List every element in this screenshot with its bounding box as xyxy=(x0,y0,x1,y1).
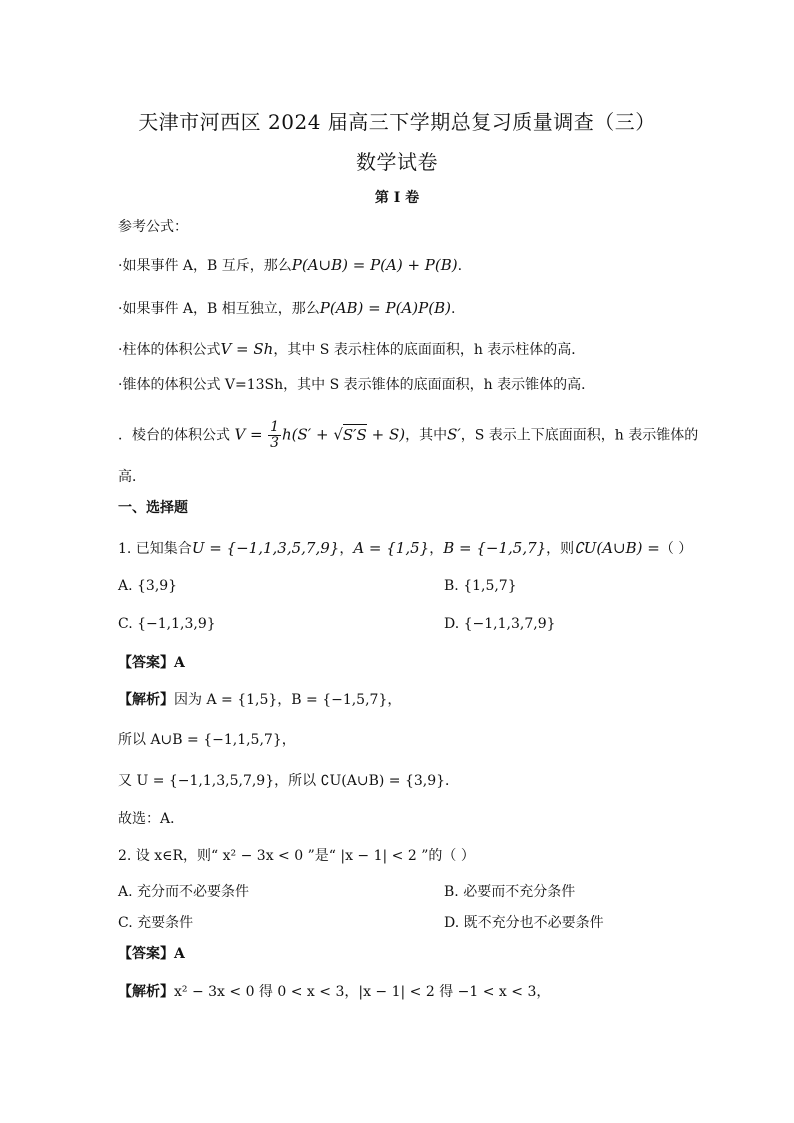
q1-stem-b: ，则 xyxy=(546,541,575,557)
q1-solution-2: 所以 A∪B = {−1,1,5,7}， xyxy=(118,732,296,748)
exam-subtitle: 数学试卷 xyxy=(356,150,438,174)
formula-5-text: ．棱台的体积公式 xyxy=(118,427,230,444)
exam-title: 天津市河西区 2024 届高三下学期总复习质量调查（三） xyxy=(138,110,656,134)
q1-stem-a: 1. 已知集合 xyxy=(118,541,192,557)
formula-5 xyxy=(118,420,698,451)
analysis-label: 【解析】 xyxy=(118,692,174,708)
answer-value: A xyxy=(174,946,185,962)
q2-solution-1 xyxy=(118,981,550,1003)
formula-2 xyxy=(118,297,455,320)
question-2-stem: 2. 设 x∈R，则“ x² − 3x < 0 ”是“ |x − 1| < 2 ”的（ ） xyxy=(118,848,475,864)
volume-label: 第 I 卷 xyxy=(374,190,420,206)
formula-2-end: . xyxy=(450,301,456,317)
section-heading: 一、选择题 xyxy=(118,500,188,516)
q2-answer xyxy=(118,943,185,965)
q1-solution-3: 又 U = {−1,1,3,5,7,9}，所以 ∁U(A∪B) = {3,9}． xyxy=(118,773,460,789)
formula-5-rhs-b: + S) xyxy=(366,425,406,444)
formula-2-text: ·如果事件 A，B 相互独立，那么 xyxy=(118,301,320,317)
q1-expression: ∁U(A∪B) = xyxy=(574,539,660,557)
answer-label: 【答案】 xyxy=(118,655,174,671)
q1-sep-2: ， xyxy=(429,541,444,557)
question-1-stem xyxy=(118,537,692,560)
formula-1-text: ·如果事件 A，B 互斥，那么 xyxy=(118,258,292,274)
formula-1-math: P(A∪B) = P(A) + P(B) xyxy=(291,256,458,274)
q1-option-c: C. {−1,1,3,9} xyxy=(118,616,216,632)
formula-3 xyxy=(118,338,585,361)
formula-4: ·锥体的体积公式 V=13Sh，其中 S 表示锥体的底面面积，h 表示锥体的高． xyxy=(118,377,596,393)
formula-heading: 参考公式： xyxy=(118,219,188,235)
q1-option-a: A. {3,9} xyxy=(118,578,178,594)
q1-set-a: A = {1,5} xyxy=(353,539,430,557)
q1-answer xyxy=(118,652,185,674)
formula-3-text: ·柱体的体积公式 xyxy=(118,342,221,358)
q1-solution-1 xyxy=(118,689,401,711)
answer-value: A xyxy=(174,655,185,671)
formula-5-rhs-a: h(S′ + xyxy=(282,425,334,444)
formula-1-end: . xyxy=(457,258,463,274)
formula-2-math: P(AB) = P(A)P(B) xyxy=(319,299,451,317)
formula-5-sqrt: S′S xyxy=(342,425,367,444)
q1-solution-4: 故选：A． xyxy=(118,811,185,827)
analysis-label: 【解析】 xyxy=(118,984,174,1000)
formula-5-lhs: V = xyxy=(234,425,263,444)
q1-set-b: B = {−1,5,7} xyxy=(443,539,547,557)
answer-label: 【答案】 xyxy=(118,946,174,962)
q1-set-u: U = {−1,1,3,5,7,9} xyxy=(191,539,340,557)
formula-5-wrap: 高． xyxy=(118,469,146,485)
q1-option-b: B. {1,5,7} xyxy=(444,578,517,594)
sqrt-symbol: √ xyxy=(333,425,343,444)
q2-option-b: B. 必要而不充分条件 xyxy=(444,884,576,900)
q2-option-a: A. 充分而不必要条件 xyxy=(118,884,250,900)
formula-5-rest-a: ，其中 xyxy=(405,427,448,444)
q2-sol-1-text: x² − 3x < 0 得 0 < x < 3，|x − 1| < 2 得 −1 < x < 3， xyxy=(174,984,551,1000)
q2-option-d: D. 既不充分也不必要条件 xyxy=(444,915,604,931)
q1-paren: （ ） xyxy=(659,541,693,557)
formula-5-fraction xyxy=(268,420,281,451)
q2-option-c: C. 充要条件 xyxy=(118,915,194,931)
fraction-numerator: 1 xyxy=(270,419,279,435)
formula-1 xyxy=(118,254,462,277)
formula-5-rest-b: ，S 表示上下底面面积，h 表示锥体的 xyxy=(460,427,699,444)
q1-sep-1: ， xyxy=(339,541,354,557)
fraction-denominator: 3 xyxy=(270,435,279,451)
formula-3-math: V = Sh xyxy=(220,340,274,358)
q1-option-d: D. {−1,1,3,7,9} xyxy=(444,616,556,632)
q1-sol-1-text: 因为 A = {1,5}，B = {−1,5,7}， xyxy=(174,692,402,708)
formula-5-s: S′ xyxy=(447,425,461,444)
formula-3-rest: ，其中 S 表示柱体的底面面积，h 表示柱体的高． xyxy=(273,342,586,358)
